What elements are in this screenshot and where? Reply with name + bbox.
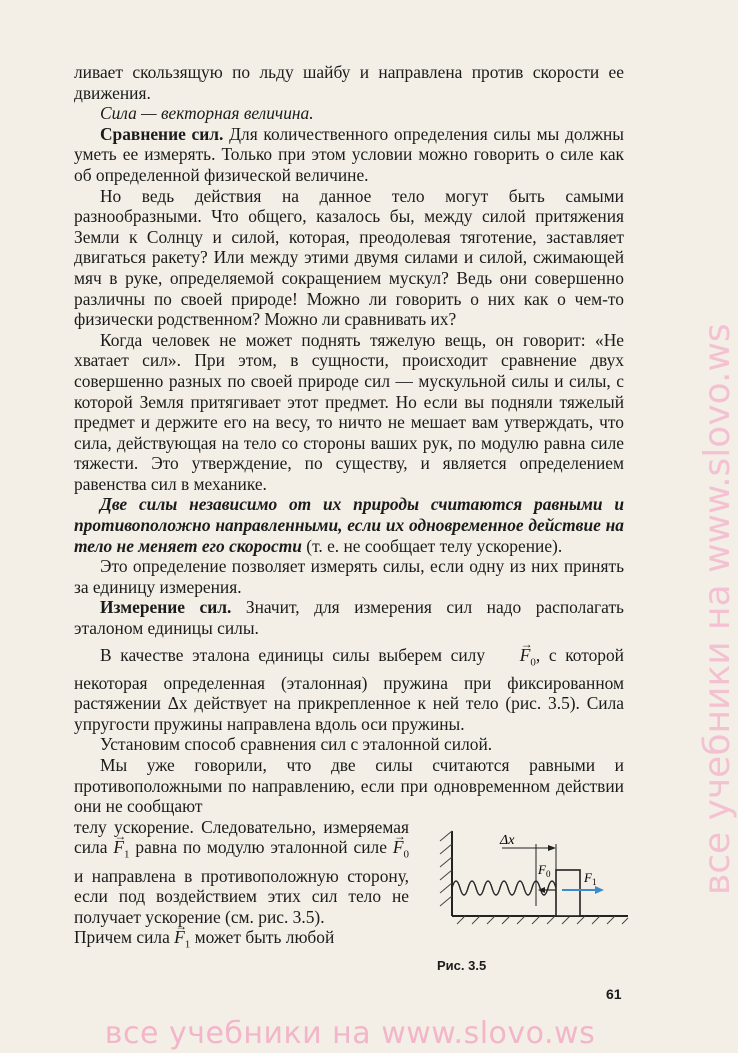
page-number: 61 (606, 986, 622, 1002)
paragraph (74, 124, 624, 186)
paragraph: Установим способ сравнения сил с эталонной силой. (100, 734, 493, 755)
body-text (74, 62, 624, 955)
paragraph (74, 103, 624, 124)
paragraph-text: Для количественного определения силы мы должны уметь ее измерять. Только при этом условии можно говорить о силе как об определенной физической величине. (74, 123, 624, 185)
paragraph-text: телу ускорение. Следовательно, измеряемая сила (74, 816, 409, 858)
paragraph: Мы уже говорили, что две силы считаются равными и противоположными по направлению, если при одновременном действии они не сообщают (74, 755, 624, 817)
dx-label: Δx (500, 833, 515, 848)
floor-hatching (457, 916, 628, 924)
dx-arrowhead (548, 845, 556, 851)
paragraph: Но ведь действия на данное тело могут быть самыми разнообразными. Что общего, казалось бы, между силой притяжения Земли к Солнцу и силой, которая, преодолевая тяготение, заставляет двигаться ракету? Или между этими двумя силами и силой, сжимающей мяч в руке, определяемой сокращением мускул? Ведь они совершенно различны по своей природе! Можно ли говорить о них как о чем-то физически родственном? Можно ли сравнивать их? (74, 185, 624, 330)
paragraph-text: равна по модулю эталонной силе (129, 837, 393, 858)
definition-text: Две силы независимо от их природы считаются равными и противоположно направленными, если их одновременное действие на тело не меняет его скорости (74, 494, 624, 556)
paragraph-text: , с которой некоторая определенная (эталонная) пружина при фиксированном растяжении Δx действует на прикрепленное к ней тело (рис. 3.5). Сила упругости пружины направлена вдоль оси пружины. (74, 644, 624, 734)
force-symbol: → $F_1$ (174, 927, 190, 955)
paragraph (74, 494, 624, 556)
spring (452, 881, 570, 895)
paragraph: ливает скользящую по льду шайбу и направлена против скорости ее движения. (74, 62, 624, 103)
paragraph: Когда человек не может поднять тяжелую вещь, он говорит: «Не хватает сил». При этом, в сущности, происходит сравнение двух совершенно разных по своей природе сил — мускульной силы и силы, с которой Земля притягивает этот предмет. Но если вы подняли тяжелый предмет и держите его на весу, то ничто не мешает вам утверждать, что сила, действующая на тело со стороны ваших рук, по модулю равна силе тяжести. Это утверждение, по существу, и является определением равенства сил в механике. (74, 329, 624, 494)
paragraph (74, 597, 624, 638)
paragraph (74, 927, 409, 955)
bottom-watermark: все учебники на www.slovo.ws (104, 1016, 596, 1051)
figure-caption: Рис. 3.5 (437, 958, 487, 973)
section-heading: Измерение сил. (100, 597, 232, 618)
wrapped-text-beside-figure (74, 817, 409, 956)
force-symbol: → $F_0$ (494, 645, 536, 673)
paragraph-text: и направлена в противоположную сторону, если под воздействием этих сил тело не получает ускорение (см. рис. 3.5). (74, 865, 409, 927)
paragraph (74, 817, 409, 927)
force-symbol: → $F_0$ (393, 837, 409, 865)
f1-label-sub: 1 (592, 877, 597, 887)
f1-label: F (584, 870, 592, 885)
paragraph-text: (т. е. не сообщает телу ускорение). (301, 535, 563, 556)
f0-label: F (538, 862, 546, 877)
force-symbol: → $F_1$ (113, 837, 129, 865)
paragraph: Это определение позволяет измерять силы, если одну из них принять за единицу измерения. (74, 556, 624, 597)
paragraph-text: Причем сила (74, 927, 175, 948)
paragraph (74, 645, 624, 735)
italic-statement: Сила — векторная величина. (100, 103, 314, 124)
wall-hatching (440, 831, 452, 906)
paragraph-text: может быть любой (190, 927, 335, 948)
section-heading: Сравнение сил. (100, 123, 224, 144)
block (556, 870, 580, 916)
f0-label-sub: 0 (546, 869, 551, 879)
f1-arrowhead (595, 886, 604, 894)
paragraph-text: Значит, для измерения сил надо располагать эталоном единицы силы. (74, 597, 624, 639)
side-watermark: все учебники на www.slovo.ws (697, 323, 738, 895)
paragraph-text: В качестве эталона единицы силы выберем силу (100, 644, 494, 665)
